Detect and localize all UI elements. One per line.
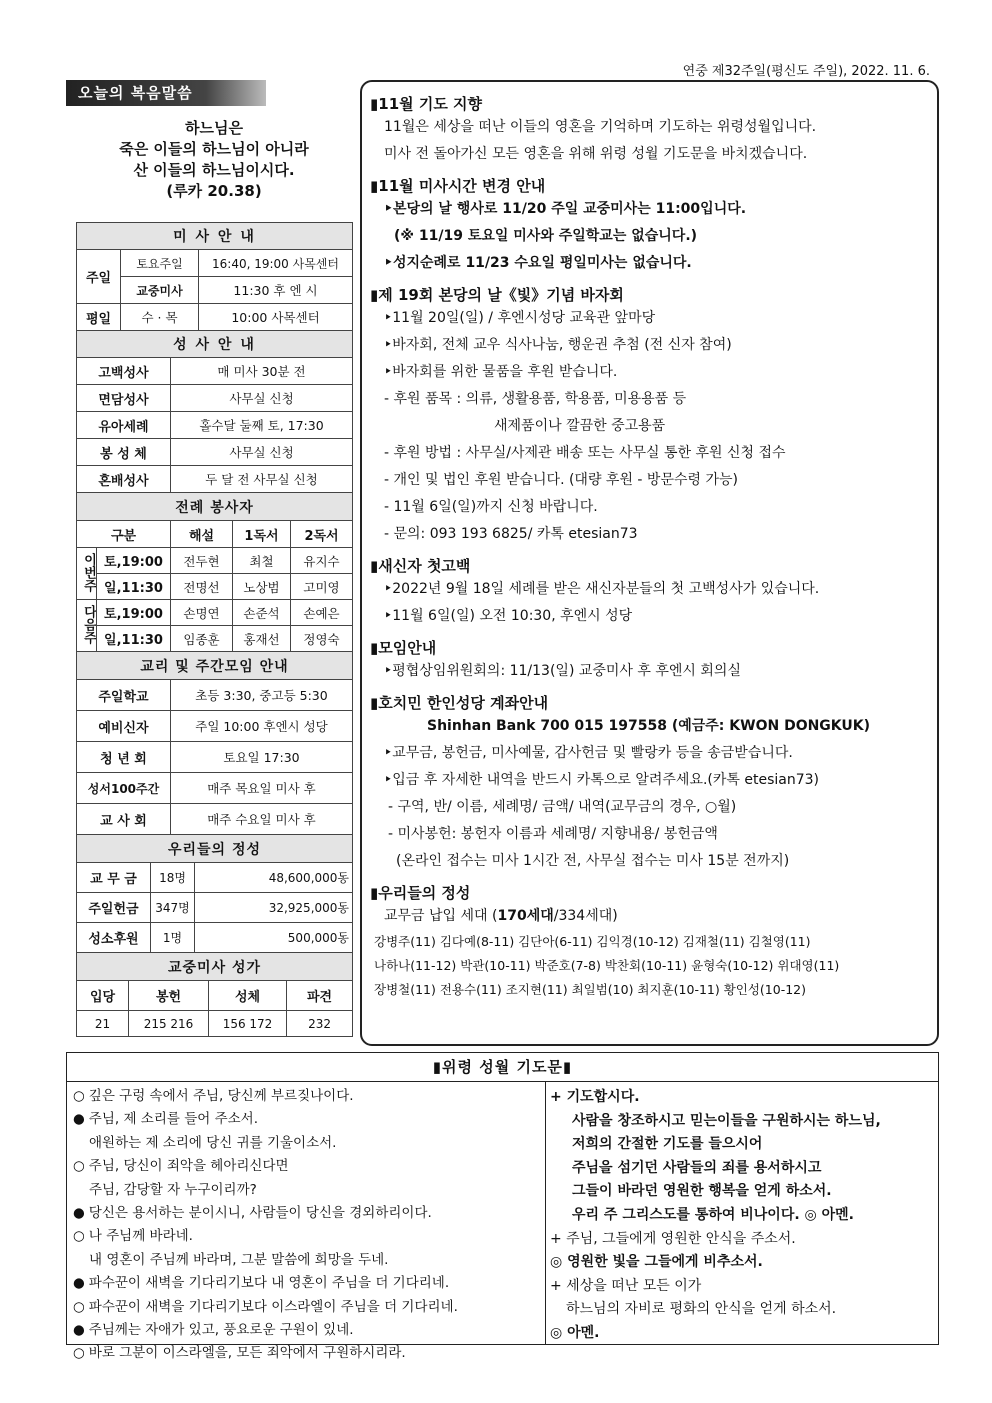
psalm-text: 주님께는 자애가 있고, 풍요로운 구원이 있네. [88, 1322, 354, 1339]
psalm-text: 주님, 제 소리를 들어 주소서. [88, 1111, 258, 1128]
notice-line: ‣11월 6일(일) 오전 10:30, 후엔시 성당 [384, 608, 633, 624]
gospel-line: 산 이들의 하느님이시다. [133, 161, 295, 179]
minister-time: 토,19:00 [97, 600, 171, 626]
offering-count: 18명 [151, 863, 195, 893]
minister-name: 유지수 [291, 548, 353, 574]
psalm-text: 나 주님께 바라네. [88, 1228, 193, 1245]
circle-icon: ○ [73, 1345, 85, 1362]
prayer-line: + 기도합시다. [550, 1089, 640, 1105]
sacrament-title: 성 사 안 내 [77, 331, 353, 358]
psalm-line [73, 1249, 545, 1272]
week-label [77, 548, 97, 600]
psalm-line [73, 1132, 545, 1155]
col-header: 2독서 [291, 521, 353, 548]
notice-line: - 미사봉헌: 봉헌자 이름과 세례명/ 지향내용/ 봉헌금액 [388, 826, 718, 842]
offering-title: 우리들의 정성 [77, 835, 353, 863]
weekday-label: 평일 [77, 304, 121, 331]
minister-time: 일,11:30 [97, 574, 171, 600]
sacrament-label: 혼배성사 [77, 466, 171, 493]
prayer-line: 주님을 섬기던 사람들의 죄를 용서하시고 [572, 1159, 822, 1176]
meeting-label: 주일학교 [77, 680, 171, 711]
psalm-column [67, 1082, 546, 1362]
mass-time: 10:00 사목센터 [199, 304, 353, 331]
mass-change-title: ▮11월 미사시간 변경 안내 [370, 177, 546, 195]
dues-summary-post: /334세대) [553, 908, 618, 924]
mass-title: 미 사 안 내 [77, 223, 353, 250]
notice-line: 새제품이나 깔끔한 중고용품 [494, 418, 666, 434]
notice-line: ‣평협상임위원회의: 11/13(일) 교중미사 후 후엔시 회의실 [384, 663, 741, 679]
gospel-header: 오늘의 복음말씀 [66, 80, 266, 106]
sunday-label: 주일 [77, 250, 121, 304]
meeting-label: 교 사 회 [77, 804, 171, 835]
prayer-intention-title: ▮11월 기도 지향 [370, 95, 483, 113]
mass-time: 16:40, 19:00 사목센터 [199, 250, 353, 277]
dues-title: ▮우리들의 정성 [370, 884, 471, 902]
meeting-value: 주일 10:00 후엔시 성당 [171, 711, 353, 742]
prayer-title: ▮위령 성월 기도문▮ [67, 1053, 938, 1082]
col-header: 1독서 [233, 521, 291, 548]
notice-line: ‣2022년 9월 18일 세례를 받은 새신자분들의 첫 고백성사가 있습니다. [384, 581, 820, 597]
confession-title: ▮새신자 첫고백 [370, 557, 471, 575]
psalm-text: 당신은 용서하는 분이시니, 사람들이 당신을 경외하리이다. [88, 1205, 432, 1222]
mass-type: 토요주일 [121, 250, 199, 277]
psalm-line [73, 1085, 545, 1108]
info-column [76, 222, 352, 1037]
minister-name: 고미영 [291, 574, 353, 600]
prayer-line: + 세상을 떠난 모든 이가 [550, 1277, 702, 1294]
week-label-text: 다음주 [81, 604, 96, 644]
circle-icon: ○ [73, 1298, 85, 1315]
minister-time: 일,11:30 [97, 626, 171, 652]
prayer-line: ◎ 아멘. [550, 1324, 600, 1341]
offering-count: 347명 [151, 893, 195, 923]
offering-label: 교 무 금 [77, 863, 151, 893]
ministers-table [76, 492, 353, 652]
psalm-text: 애원하는 제 소리에 당신 귀를 기울이소서. [89, 1134, 337, 1151]
hymn-number: 232 [287, 1011, 353, 1037]
psalm-text: 깊은 구렁 속에서 주님, 당신께 부르짖나이다. [88, 1088, 354, 1104]
circle-icon: ○ [73, 1228, 85, 1245]
sacrament-value: 사무실 신청 [171, 439, 353, 466]
issue-date: 연중 제32주일(평신도 주일), 2022. 11. 6. [682, 64, 930, 79]
minister-name: 홍재선 [233, 626, 291, 652]
minister-time: 토,19:00 [97, 548, 171, 574]
psalm-line [73, 1296, 545, 1319]
notice-line: - 후원 품목 : 의류, 생활용품, 학용품, 미용용품 등 [384, 391, 687, 407]
hymn-number: 156 172 [209, 1011, 287, 1037]
minister-name: 정영숙 [291, 626, 353, 652]
notices-box [360, 80, 939, 1046]
prayer-column [546, 1082, 938, 1344]
offering-amount: 500,000동 [195, 923, 353, 953]
meeting-value: 토요일 17:30 [171, 742, 353, 773]
circle-icon: ○ [73, 1158, 85, 1175]
notice-line: 11월은 세상을 떠난 이들의 영혼을 기억하며 기도하는 위령성월입니다. [384, 119, 817, 135]
bank-account: Shinhan Bank 700 015 197558 (예금주: KWON DONGKUK) [426, 718, 871, 734]
meetings-table [76, 651, 353, 835]
psalm-line [73, 1155, 545, 1178]
filled-circle-icon: ● [73, 1111, 85, 1128]
filled-circle-icon: ● [73, 1322, 85, 1339]
meeting-label: 예비신자 [77, 711, 171, 742]
psalm-line [73, 1108, 545, 1131]
filled-circle-icon: ● [73, 1275, 85, 1292]
notice-line: ‣바자회, 전체 교우 식사나눔, 행운권 추첨 (전 신자 참여) [384, 337, 732, 353]
dues-summary [370, 903, 927, 930]
week-label [77, 600, 97, 652]
offering-amount: 48,600,000동 [195, 863, 353, 893]
mass-type: 교중미사 [121, 277, 199, 304]
psalm-line [73, 1272, 545, 1295]
notice-line: ‣바자회를 위한 물품을 후원 받습니다. [384, 364, 618, 380]
dues-names: 장병철(11) 전용수(11) 조지현(11) 최일범(10) 최지훈(10-11) 황인성(10-12) [374, 982, 807, 997]
minister-name: 손준석 [233, 600, 291, 626]
dues-names: 강병주(11) 김다예(8-11) 김단아(6-11) 김익경(10-12) 김재철(11) 김철영(11) [374, 934, 811, 949]
notice-line: - 문의: 093 193 6825/ 카톡 etesian73 [384, 526, 638, 542]
minister-name: 최철 [233, 548, 291, 574]
psalm-line [73, 1225, 545, 1248]
notice-line: ‣성지순례로 11/23 수요일 평일미사는 없습니다. [384, 255, 692, 271]
psalm-text: 파수꾼이 새벽을 기다리기보다 이스라엘이 주님을 더 기다리네. [88, 1298, 458, 1315]
dues-count: 170세대 [497, 908, 554, 924]
notice-line: (온라인 접수는 미사 1시간 전, 사무실 접수는 미사 15분 전까지) [396, 853, 790, 869]
mass-table [76, 222, 353, 331]
psalm-text: 파수꾼이 새벽을 기다리기보다 내 영혼이 주님을 더 기다리네. [88, 1275, 450, 1292]
minister-name: 손예은 [291, 600, 353, 626]
gospel-line: 하느님은 [185, 119, 243, 137]
week-label-text: 이번주 [81, 552, 96, 592]
sacrament-label: 면담성사 [77, 385, 171, 412]
sacrament-table [76, 330, 353, 493]
gospel-line: (루카 20.38) [166, 182, 262, 200]
psalm-text: 주님, 감당할 자 누구이리까? [89, 1181, 257, 1198]
meeting-title: ▮모임안내 [370, 639, 437, 657]
account-title: ▮호치민 한인성당 계좌안내 [370, 694, 549, 712]
sacrament-label: 고백성사 [77, 358, 171, 385]
filled-circle-icon: ● [73, 1205, 85, 1222]
hymn-header: 입당 [77, 981, 129, 1011]
notice-line: - 개인 및 법인 후원 받습니다. (대량 후원 - 방문수령 가능) [384, 472, 738, 488]
psalm-text: 주님, 당신이 죄악을 헤아리신다면 [88, 1158, 289, 1175]
hymn-header: 파견 [287, 981, 353, 1011]
psalm-text: 바로 그분이 이스라엘을, 모든 죄악에서 구원하시리라. [88, 1345, 406, 1362]
hymn-header: 봉헌 [129, 981, 209, 1011]
meeting-value: 매주 목요일 미사 후 [171, 773, 353, 804]
meeting-value: 초등 3:30, 중고등 5:30 [171, 680, 353, 711]
offering-amount: 32,925,000동 [195, 893, 353, 923]
psalm-line [73, 1319, 545, 1342]
prayer-box [66, 1052, 939, 1362]
bazaar-title: ▮제 19회 본당의 날《빛》기념 바자회 [370, 286, 624, 304]
gospel-text [76, 118, 352, 202]
meeting-value: 매주 수요일 미사 후 [171, 804, 353, 835]
offering-table [76, 834, 353, 953]
prayer-line: + 주님, 그들에게 영원한 안식을 주소서. [550, 1230, 796, 1247]
ministers-title: 전례 봉사자 [77, 493, 353, 521]
notice-line: ‣11월 20일(일) / 후엔시성당 교육관 앞마당 [384, 310, 656, 326]
sacrament-value: 홀수달 둘째 토, 17:30 [171, 412, 353, 439]
sacrament-value: 사무실 신청 [171, 385, 353, 412]
offering-label: 성소후원 [77, 923, 151, 953]
meeting-label: 청 년 회 [77, 742, 171, 773]
sacrament-value: 매 미사 30분 전 [171, 358, 353, 385]
dues-names: 나하나(11-12) 박관(10-11) 박준호(7-8) 박찬회(10-11) 윤형숙(10-12) 위대영(11) [374, 958, 840, 973]
psalm-text: 내 영혼이 주님께 바라며, 그분 말씀에 희망을 두네. [89, 1251, 389, 1268]
sacrament-label: 유아세례 [77, 412, 171, 439]
notice-line: - 후원 방법 : 사무실/사제관 배송 또는 사무실 통한 후원 신청 접수 [384, 445, 786, 461]
psalm-line [73, 1342, 545, 1365]
meeting-label: 성서100주간 [77, 773, 171, 804]
minister-name: 전두현 [171, 548, 233, 574]
prayer-line: 하느님의 자비로 평화의 안식을 얻게 하소서. [566, 1301, 837, 1318]
psalm-line [73, 1202, 545, 1225]
notice-line: (※ 11/19 토요일 미사와 주일학교는 없습니다.) [394, 228, 698, 244]
circle-icon: ○ [73, 1088, 85, 1104]
minister-name: 노상범 [233, 574, 291, 600]
prayer-line: 그들이 바라던 영원한 행복을 얻게 하소서. [572, 1183, 832, 1200]
col-header: 해설 [171, 521, 233, 548]
minister-name: 손명연 [171, 600, 233, 626]
offering-label: 주일헌금 [77, 893, 151, 923]
sacrament-label: 봉 성 체 [77, 439, 171, 466]
notice-line: ‣본당의 날 행사로 11/20 주일 교중미사는 11:00입니다. [384, 201, 747, 217]
minister-name: 전명선 [171, 574, 233, 600]
offering-count: 1명 [151, 923, 195, 953]
prayer-line: 저희의 간절한 기도를 들으시어 [572, 1136, 763, 1153]
notice-line: 미사 전 돌아가신 모든 영혼을 위해 위령 성월 기도문을 바치겠습니다. [384, 146, 808, 162]
prayer-line: 우리 주 그리스도를 통하여 비나이다. ◎ 아멘. [572, 1206, 855, 1223]
notice-line: ‣입금 후 자세한 내역을 반드시 카톡으로 알려주세요.(카톡 etesian73) [384, 772, 819, 788]
hymns-title: 교중미사 성가 [77, 953, 353, 981]
notice-line: ‣교무금, 봉헌금, 미사예물, 감사헌금 및 빨랑카 등을 송금받습니다. [384, 745, 793, 761]
meetings-title: 교리 및 주간모임 안내 [77, 652, 353, 680]
col-header: 구분 [77, 521, 171, 548]
gospel-line: 죽은 이들의 하느님이 아니라 [119, 140, 309, 158]
hymns-table [76, 952, 353, 1037]
notice-line: - 구역, 반/ 이름, 세례명/ 금액/ 내역(교무금의 경우, ○월) [388, 799, 737, 815]
sacrament-value: 두 달 전 사무실 신청 [171, 466, 353, 493]
dues-summary-pre: 교무금 납입 세대 ( [384, 908, 498, 924]
hymn-number: 215 216 [129, 1011, 209, 1037]
prayer-line: 사람을 창조하시고 믿는이들을 구원하시는 하느님, [572, 1112, 881, 1129]
mass-type: 수 · 목 [121, 304, 199, 331]
hymn-header: 성체 [209, 981, 287, 1011]
psalm-line [73, 1179, 545, 1202]
minister-name: 임종훈 [171, 626, 233, 652]
hymn-number: 21 [77, 1011, 129, 1037]
notice-line: - 11월 6일(일)까지 신청 바랍니다. [384, 499, 598, 515]
prayer-line: ◎ 영원한 빛을 그들에게 비추소서. [550, 1254, 763, 1271]
mass-time: 11:30 후 엔 시 [199, 277, 353, 304]
